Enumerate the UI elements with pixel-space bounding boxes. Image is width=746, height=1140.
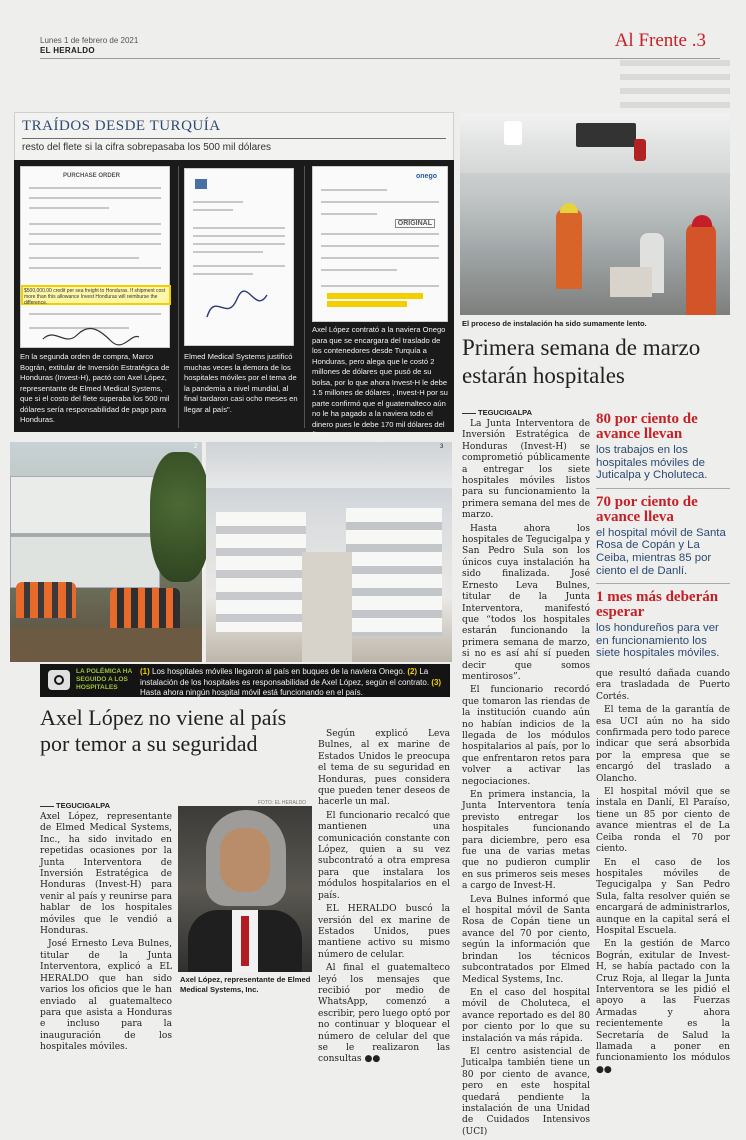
docs-panel-subtitle: resto del flete si la cifra sobrepasaba los 500 mil dólares [22, 142, 272, 153]
container-module [10, 536, 160, 588]
stat-text: los trabajos en los hospitales móviles de Juticalpa y Choluteca. [596, 444, 708, 482]
legend-item: Los hospitales móviles llegaron al país en buques de la naviera Onego. [152, 667, 406, 676]
tie [241, 916, 249, 966]
photo-credit: FOTO: EL HERALDO [258, 800, 307, 806]
stat-headline: 1 mes más deberán esperar [596, 589, 719, 621]
main-story-col1 [462, 419, 590, 1140]
highlight-marker [327, 301, 407, 307]
highlight-marker [327, 293, 423, 299]
legend-item: Hasta ahora ningún hospital móvil está funcionando en el país. [140, 688, 363, 697]
paragraph: Leva Bulnes informó que el hospital móvil de Santa Rosa de Copán tiene un avance del 70 por ciento, según la información que brindan los técnicos subcontratados por Elmed Medical Systems, Inc. [462, 894, 590, 985]
hard-hat-icon [692, 215, 712, 227]
paragraph: El hospital móvil que se instala en Danlí, El Paraíso, tiene un 85 por ciento de avance mientras el de La Ceiba ronda el 70 por ciento. [596, 787, 730, 855]
stat-text: los hondureños para ver en funcionamiento los siete hospitales móviles. [596, 622, 720, 660]
second-headline: Axel López no viene al país por temor a su seguridad [40, 705, 287, 756]
header-divider [40, 58, 720, 59]
paper-name: EL HERALDO [40, 46, 95, 55]
warning-sign-icon [576, 123, 636, 147]
docs-panel-title: TRAÍDOS DESDE TURQUÍA [22, 118, 221, 134]
signature-scribble [203, 287, 273, 327]
photo-number-2: 2 [194, 444, 198, 450]
doc-caption-2: Elmed Medical Systems justificó muchas veces la demora de los hospitales móviles por el tema de la pandemia a nivel mundial, al final tardaron casi ocho meses en llegar al país". [184, 352, 298, 414]
workers-group [16, 582, 76, 618]
ceiling-light [504, 121, 522, 145]
installation-photo [460, 113, 730, 315]
tree [150, 452, 210, 582]
column-divider [178, 166, 179, 428]
paragraph: En el caso de los hospitales móviles de Tegucigalpa y San Pedro Sula, falta resolver quién se encargará de administrarlos, aunque en la capital será el Hospital Escuela. [596, 857, 731, 936]
page-date: Lunes 1 de febrero de 2021 [40, 36, 139, 45]
ground [10, 628, 202, 662]
legend-text [140, 667, 446, 699]
legend-number: (3) [431, 677, 442, 687]
second-story-col1 [40, 812, 172, 1056]
original-stamp: ORIGINAL [395, 219, 435, 228]
legend-label: LA POLÉMICA HA SEGUIDO A LOS HOSPITALES [76, 668, 133, 691]
main-byline: TEGUCIGALPA [462, 408, 532, 417]
signature-scribble [41, 327, 141, 347]
container-module [10, 476, 160, 534]
paragraph: El tema de la garantía de esa UCI aún no ha sido confirmada pero todo parece indicar que será absorbida por la empresa que se encargó del traslado a Olancho. [596, 705, 730, 784]
elmed-letter-document [184, 168, 294, 346]
paragraph: En la gestión de Marco Bográn, exitular de Invest-H, se había pactado con la Cruz Roja, al llegar la Junta Interventora se les pidió el apoyo a las Fuerzas Armadas y ahora recientemente es la Secretaría de Salud la llamada a poner en funcionamiento los módulos ●● [596, 939, 730, 1075]
equipment-box [610, 267, 652, 297]
ceiling [206, 442, 452, 488]
camera-icon [48, 670, 70, 690]
paragraph: La Junta Interventora de Inversión Estratégica de Honduras (Invest-H) se comprometió públicamente a entregar los siete hospitales móviles listos para su funcionamiento la primera semana del mes de marzo. [462, 419, 590, 521]
paragraph: El funcionario recalcó que mantienen una comunicación constante con López, quien a su vez subcontrató a otra empresa para que instalara los módulos hospitalarios en el país. [318, 810, 450, 901]
freight-clause-highlight: $500,000.00 credit per sea freight to Honduras. If shipment cost more than this allowance Invest Honduras will reimburse the difference. [21, 285, 171, 305]
paragraph: Axel López, representante de Elmed Medical Systems, Inc., ha sido invitado en repetidas ocasiones por la Junta Interventora de Inversión Estratégica de Honduras (Invest-H) para venir al país y reunirse para hablar de los hospitales móviles que le vendió a Honduras. [40, 812, 172, 937]
main-story-col2 [596, 669, 730, 1078]
fire-extinguisher-icon [634, 139, 646, 161]
worker-figure [686, 223, 716, 315]
second-byline: TEGUCIGALPA [40, 801, 110, 810]
stat-divider [596, 488, 730, 489]
onego-logo: onego [416, 173, 437, 180]
portrait-caption: Axel López, representante de Elmed Medical Systems, Inc. [180, 975, 311, 994]
bed-row [346, 508, 442, 636]
doc-caption-3: Axel López contrató a la naviera Onego para que se encargara del traslado de los contenedores desde Turquía a Honduras, pero alega que le costó 2 millones de dólares que pusó de su bolsa, por lo que ahora Invest-H le debe 1.5 millones de dólares , Invest-H por su parte confirmó que el guatemalteco aún no le ha pagado a la naviera todo el dinero pues le debe 170 mil dólares del flete. [312, 325, 448, 439]
stat-divider [596, 583, 730, 584]
paragraph: El centro asistencial de Juticalpa también tiene un 80 por ciento de avance, pero en este hospital quedará pendiente la instalación de una Unidad de Cuidados Intensivos (UCI) [462, 1046, 590, 1137]
paragraph: que resultó dañada cuando era trasladada de Puerto Cortés. [596, 669, 730, 702]
face [220, 828, 270, 892]
paragraph: En primera instancia, la Junta Interventora tenía previsto entregar los hospitales funcionando para diciembre, pero esa fue una de varias metas que no pudieron cumplir en sus primeros seis meses a cargo de Invest-H. [462, 790, 590, 892]
paragraph: Hasta ahora los hospitales de Tegucigalpa y San Pedro Sula son los únicos cuya instalación ha sido finalizada. José Ernesto Leva Bulnes, titular de la Junta Interventora, manifestó que “todos los hospitales estarán funcionando la primera semana de marzo, si no es así ahí sí pueden decir que somos mentirosos”. [462, 523, 590, 682]
elmed-logo-icon [195, 179, 207, 189]
paragraph: El funcionario recordó que tomaron las riendas de la institución cuando aún no habían indicios de la llegada de los módulos hospitalarios al país, por lo que enfrentaron retos para volver a activar las negociaciones. [462, 685, 590, 787]
paragraph: Al final el guatemalteco leyó los mensajes que recibió por medio de WhatsApp, comenzó a escribir, pero luego optó por no continuar y bloquear el número de celular del que se le realizaron las consultas ●● [318, 963, 450, 1065]
hard-hat-icon [560, 203, 578, 213]
axel-lopez-portrait [178, 806, 312, 972]
stat-text: el hospital móvil de Santa Rosa de Copán y La Ceiba, mientras 85 por ciento el de Danlí. [596, 526, 726, 577]
doc-caption-1: En la segunda orden de compra, Marco Bográn, extitular de Inversión Estratégica de Honduras (Invest-H), pactó con Axel López, representante de Elmed Medical Systems, que si el costo del flete superaba los 500 mil dólares sería responsabilidad de pago para Honduras. [20, 352, 170, 424]
legend-number: (2) [407, 667, 418, 676]
legend-item: La instalación de los hospitales es responsabilidad de Axel López, según el contrato. [140, 667, 430, 687]
paragraph: José Ernesto Leva Bulnes, titular de la Junta Interventora, explicó a EL HERALDO que han sido varios los oficios que le han enviado al guatemalteco para que asista a Honduras e incluso para la inauguración de los hospitales móviles. [40, 939, 172, 1053]
stat-headline: 80 por ciento de avance llevan [596, 411, 698, 442]
installation-photo-caption: El proceso de instalación ha sido sumamente lento. [462, 319, 647, 328]
paragraph: Según explicó Leva Bulnes, al ex marine de Estados Unidos le preocupa el tema de su seguridad en Honduras, pues considera que pueden tener deseos de hacerle un mal. [318, 729, 450, 808]
second-story-col2 [318, 729, 450, 1068]
hospital-beds-photo [206, 442, 452, 662]
legend-number: (1) [140, 667, 150, 676]
bed-row [216, 512, 306, 632]
workers-group [110, 588, 180, 628]
container-hospital-photo [10, 442, 202, 662]
main-headline: Primera semana de marzo estarán hospitales [462, 335, 701, 388]
stats-sidebar [596, 412, 730, 660]
purchase-order-document [20, 166, 170, 348]
purchase-order-header: PURCHASE ORDER [63, 173, 121, 179]
print-through-text [620, 60, 730, 110]
docs-panel-divider [22, 138, 446, 139]
section-title: Al Frente .3 [614, 30, 706, 51]
stat-headline: 70 por ciento de avance lleva [596, 493, 698, 525]
paragraph: En el caso del hospital móvil de Choluteca, el avance reportado es del 80 por ciento por lo que su instalación va más rápida. [462, 987, 590, 1044]
onego-freight-document [312, 166, 448, 322]
column-divider [304, 166, 305, 428]
corridor-floor [302, 552, 352, 662]
photo-number-3: 3 [440, 444, 444, 450]
worker-figure [556, 209, 582, 289]
paragraph: EL HERALDO buscó la versión del ex marine de Estados Unidos, pues mantiene activo su mismo número de celular. [318, 904, 450, 960]
